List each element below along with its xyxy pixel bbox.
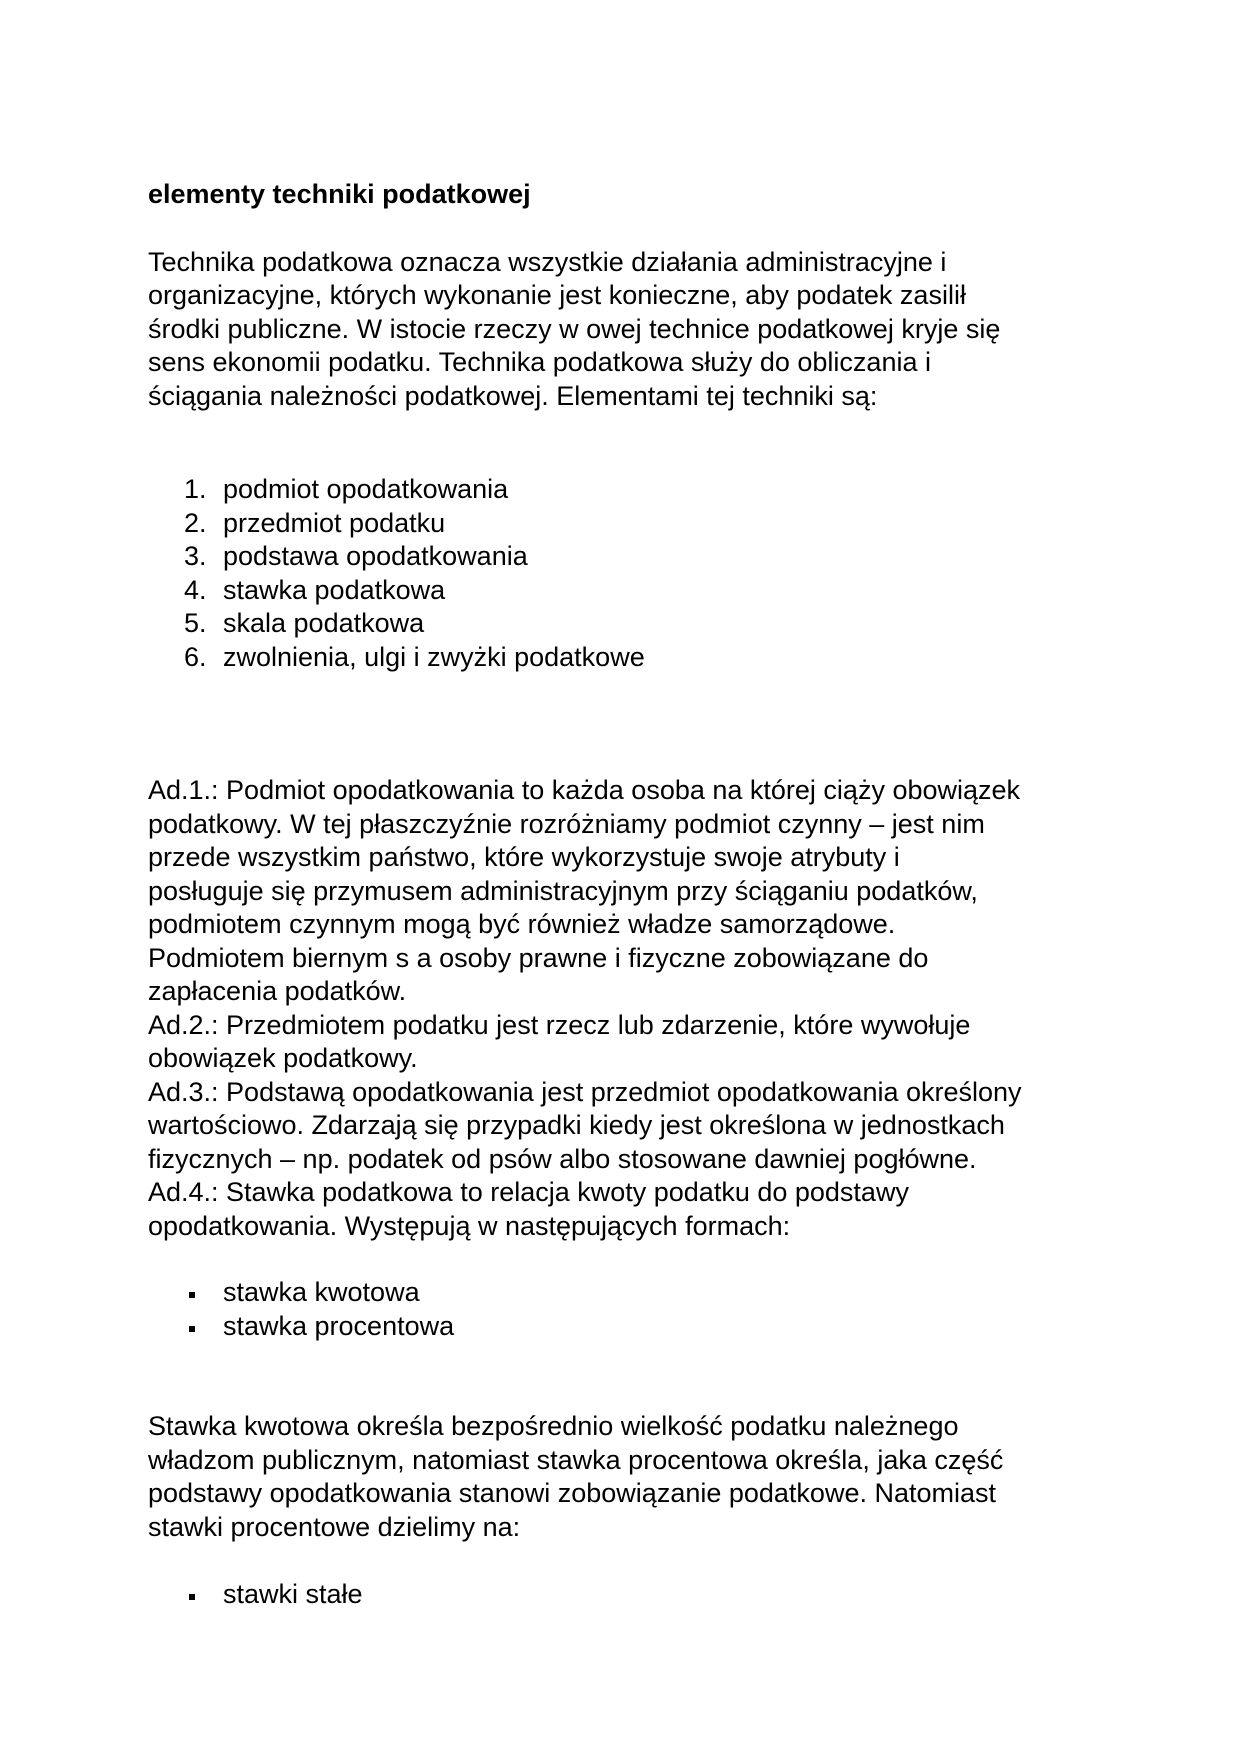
list-item-text: stawki stałe [223, 1579, 363, 1609]
bullet-icon [189, 1326, 195, 1332]
list-item [148, 1310, 1108, 1344]
list-item-text: podmiot opodatkowania [223, 474, 509, 504]
ad-line: wartościowo. Zdarzają się przypadki kiedy jest określona w jednostkach [148, 1110, 1005, 1140]
ad-line: opodatkowania. Występują w następujących formach: [148, 1210, 791, 1241]
list-item [148, 507, 1108, 541]
rate-line: Stawka kwotowa określa bezpośrednio wielkość podatku należnego [148, 1411, 959, 1441]
ad-line: przede wszystkim państwo, które wykorzystuje swoje atrybuty i [148, 842, 900, 872]
list-item [148, 607, 1108, 641]
elements-list [148, 473, 1108, 674]
list-item-text: przedmiot podatku [223, 507, 446, 538]
intro-line: środki publiczne. W istocie rzeczy w owej technice podatkowej kryje się [148, 313, 1001, 344]
rate-line: podstawy opodatkowania stanowi zobowiązanie podatkowe. Natomiast [148, 1478, 997, 1508]
ad-line: fizycznych – np. podatek od psów albo stosowane dawniej pogłówne. [148, 1143, 977, 1174]
list-number: 1. [184, 474, 207, 504]
document-title: elementy techniki podatkowej [148, 179, 531, 209]
intro-line: Technika podatkowa oznacza wszystkie działania administracyjne i [148, 246, 947, 277]
ad-line: podmiotem czynnym mogą być również władze samorządowe. [148, 909, 896, 939]
document-page [148, 178, 1108, 1612]
list-number: 3. [184, 541, 207, 571]
bullet-icon [189, 1292, 195, 1298]
list-item-text: zwolnienia, ulgi i zwyżki podatkowe [223, 641, 645, 672]
ad-line: Ad.2.: Przedmiotem podatku jest rzecz lub zdarzenie, które wywołuje [148, 1009, 971, 1040]
ad-line: Ad.3.: Podstawą opodatkowania jest przedmiot opodatkowania określony [148, 1076, 1022, 1107]
ad-line: zapłacenia podatków. [148, 976, 407, 1006]
ad-paragraphs [148, 774, 1108, 1243]
ad-line: Podmiotem biernym s a osoby prawne i fizyczne zobowiązane do [148, 942, 929, 973]
intro-line: ściągania należności podatkowej. Elementami tej techniki są: [148, 380, 878, 411]
list-item-text: stawka kwotowa [223, 1277, 420, 1307]
list-item [148, 1276, 1108, 1310]
ad-line: Ad.4.: Stawka podatkowa to relacja kwoty podatku do podstawy [148, 1177, 909, 1207]
rate-paragraph [148, 1410, 1108, 1544]
bullet-icon [189, 1594, 195, 1600]
ad-line: Ad.1.: Podmiot opodatkowania to każda osoba na której ciąży obowiązek [148, 775, 1021, 805]
list-item [148, 473, 1108, 507]
list-item-text: stawka podatkowa [223, 574, 446, 605]
ad-line: posługuje się przymusem administracyjnym przy ściąganiu podatków, [148, 875, 978, 906]
list-item-text: podstawa opodatkowania [223, 541, 528, 571]
intro-line: organizacyjne, których wykonanie jest konieczne, aby podatek zasilił [148, 280, 966, 310]
ad-line: podatkowy. W tej płaszczyźnie rozróżniamy podmiot czynny – jest nim [148, 808, 985, 839]
list-item-text: stawka procentowa [223, 1310, 455, 1341]
rate-line: stawki procentowe dzielimy na: [148, 1511, 521, 1542]
list-number: 4. [184, 574, 207, 605]
intro-paragraph [148, 246, 1108, 414]
list-item [148, 540, 1108, 574]
rate-line: władzom publicznym, natomiast stawka procentowa określa, jaka część [148, 1444, 1004, 1475]
list-item-text: skala podatkowa [223, 608, 425, 638]
list-item [148, 641, 1108, 675]
percent-rates-list [148, 1578, 1108, 1612]
list-number: 6. [184, 641, 207, 672]
rate-forms-list [148, 1276, 1108, 1343]
ad-line: obowiązek podatkowy. [148, 1043, 418, 1073]
list-item [148, 574, 1108, 608]
list-number: 2. [184, 507, 207, 538]
list-item [148, 1578, 1108, 1612]
list-number: 5. [184, 608, 207, 638]
intro-line: sens ekonomii podatku. Technika podatkowa służy do obliczania i [148, 347, 931, 377]
